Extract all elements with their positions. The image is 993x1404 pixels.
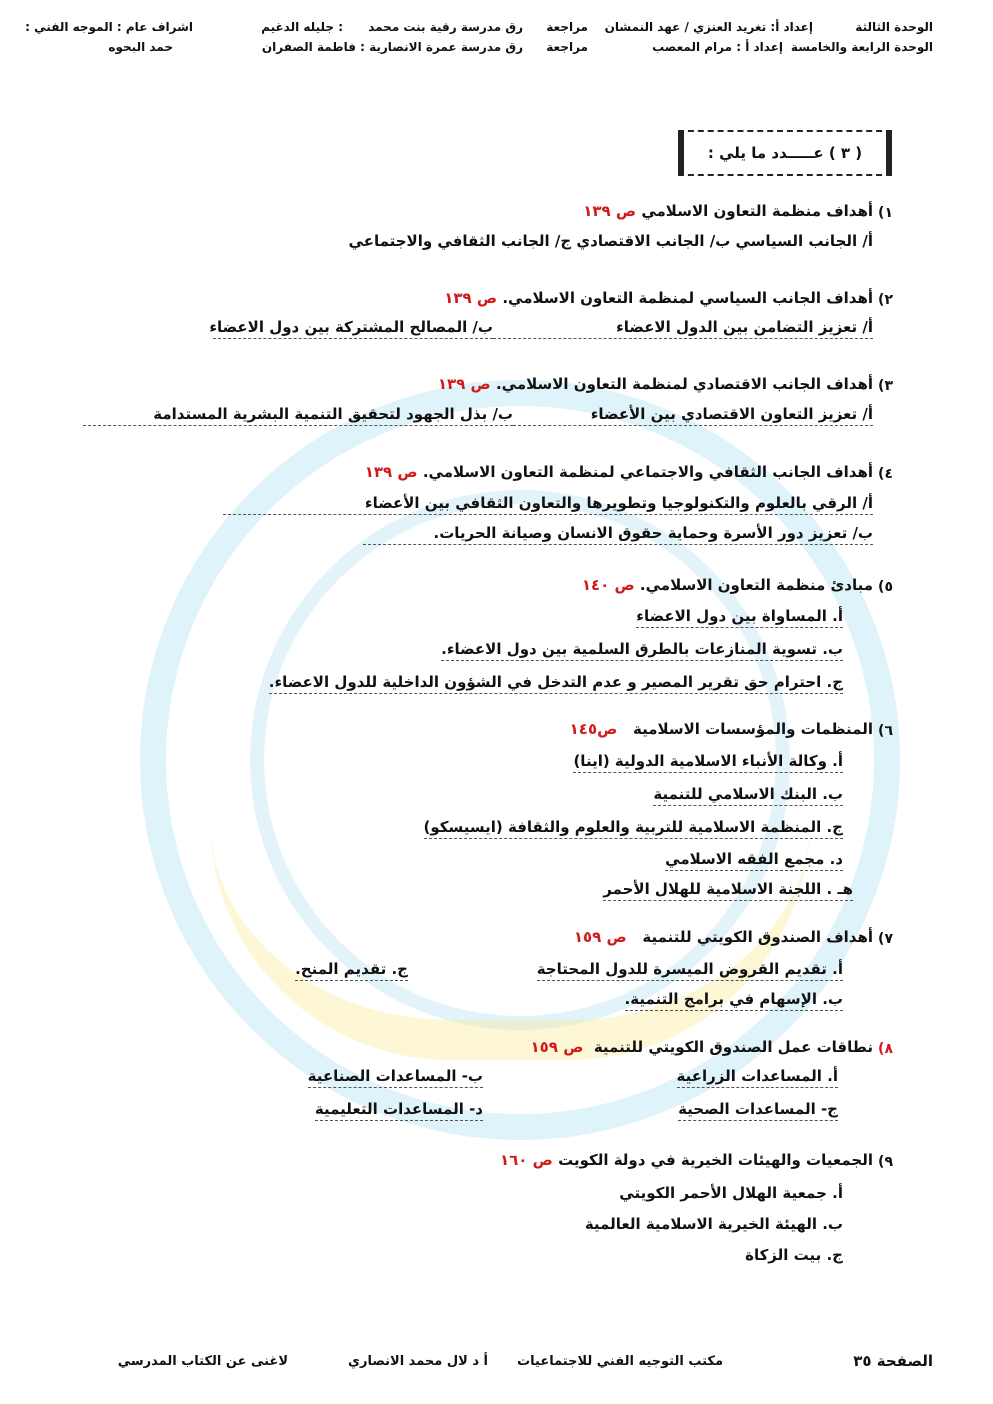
header-review-2: مراجعة xyxy=(546,40,588,54)
header-review-1: مراجعة xyxy=(546,20,588,34)
q9-item-c: ج. بيت الزكاة xyxy=(745,1246,843,1264)
q8-answer-d: د- المساعدات التعليمية xyxy=(315,1100,483,1121)
q2-answer-b: ب/ المصالح المشتركة بين دول الاعضاء xyxy=(213,318,493,339)
q2-number: ٢) xyxy=(878,292,893,308)
q7-answer-c: ج. تقديم المنح. xyxy=(295,960,408,981)
footer-office: مكتب التوجيه الفني للاجتماعيات xyxy=(517,1354,723,1369)
q1-text: أهداف منظمة التعاون الاسلامي ص ١٣٩ xyxy=(583,202,873,220)
header-reviewer-1: : جليله الدغيم xyxy=(261,20,343,34)
q6-number: ٦) xyxy=(878,723,893,739)
q7-text: أهداف الصندوق الكويتي للتنمية ص ١٥٩ xyxy=(573,928,873,946)
header-unit-4-5: الوحدة الرابعة والخامسة xyxy=(790,40,933,54)
q7-page-ref: ص ١٥٩ xyxy=(573,928,627,946)
q6-page-ref: ص١٤٥ xyxy=(569,720,618,738)
footer-note: لاغنى عن الكتاب المدرسي xyxy=(117,1354,288,1369)
q8-text: نطاقات عمل الصندوق الكويتي للتنمية ص ١٥٩ xyxy=(530,1038,873,1056)
q7-answer-b: ب. الإسهام في برامج التنمية. xyxy=(625,990,843,1011)
q2-text: أهداف الجانب السياسي لمنظمة التعاون الاسلامي. ص ١٣٩ xyxy=(444,289,873,307)
header-school-1: رق مدرسة رقية بنت محمد xyxy=(368,20,523,34)
header-unit-3: الوحدة الثالثة xyxy=(855,20,933,34)
q9-page-ref: ص ١٦٠ xyxy=(499,1151,553,1169)
q9-text: الجمعيات والهيئات الخيرية في دولة الكويت ص ١٦٠ xyxy=(499,1151,873,1169)
q5-number: ٥) xyxy=(878,579,893,595)
footer-author: أ د لال محمد الانصاري xyxy=(348,1354,488,1369)
q6-item-a: أ. وكالة الأنباء الاسلامية الدولية (اينا) xyxy=(573,752,843,773)
header-supervisor: حمد البحوه xyxy=(108,40,173,54)
q3-answer-b: ب/ بذل الجهود لتحقيق التنمية البشرية المستدامة xyxy=(83,405,513,426)
header-supervision: اشراف عام : الموجه الفني : xyxy=(25,20,193,34)
q9-number: ٩) xyxy=(878,1154,893,1170)
q1-page-ref: ص ١٣٩ xyxy=(583,202,637,220)
q4-text: أهداف الجانب الثقافي والاجتماعي لمنظمة التعاون الاسلامي. ص ١٣٩ xyxy=(364,463,873,481)
q4-page-ref: ص ١٣٩ xyxy=(364,463,418,481)
q3-text: أهداف الجانب الاقتصادي لمنظمة التعاون الاسلامي. ص ١٣٩ xyxy=(437,375,873,393)
q9-item-b: ب. الهيئة الخيرية الاسلامية العالمية xyxy=(584,1215,843,1233)
q3-page-ref: ص ١٣٩ xyxy=(437,375,491,393)
q5-page-ref: ص ١٤٠ xyxy=(581,576,635,594)
q1-answer: أ/ الجانب السياسي ب/ الجانب الاقتصادي ج/ الجانب الثقافي والاجتماعي xyxy=(348,232,873,250)
q6-item-b: ب. البنك الاسلامي للتنمية xyxy=(653,785,843,806)
q2-page-ref: ص ١٣٩ xyxy=(444,289,498,307)
header-prepared-2: إعداد أ : مرام المعصب xyxy=(652,40,783,54)
footer-page-label: الصفحة ٣٥ xyxy=(853,1352,933,1370)
q8-page-ref: ص ١٥٩ xyxy=(530,1038,584,1056)
q6-item-e: هـ . اللجنة الاسلامية للهلال الأحمر xyxy=(603,880,853,901)
q8-answer-a: أ. المساعدات الزراعية xyxy=(677,1067,838,1088)
q6-item-d: د. مجمع الفقه الاسلامي xyxy=(665,850,843,871)
q8-number: ٨) xyxy=(878,1041,893,1057)
q4-number: ٤) xyxy=(878,466,893,482)
q3-answer-a: أ/ تعزيز التعاون الاقتصادي بين الأعضاء xyxy=(513,405,873,426)
q7-answer-a: أ. تقديم القروض الميسرة للدول المحتاجة xyxy=(537,960,843,981)
q4-answer-a: أ/ الرقي بالعلوم والتكنولوجيا وتطويرها والتعاون الثقافي بين الأعضاء xyxy=(223,494,873,515)
q2-answer-a: أ/ تعزيز التضامن بين الدول الاعضاء xyxy=(493,318,873,339)
q3-number: ٣) xyxy=(878,378,893,394)
q4-answer-b: ب/ تعزيز دور الأسرة وحماية حقوق الانسان وصيانة الحريات. xyxy=(363,524,873,545)
q6-item-c: ج. المنظمة الاسلامية للتربية والعلوم والثقافة (ايسيسكو) xyxy=(424,818,844,839)
q7-number: ٧) xyxy=(878,931,893,947)
q9-item-a: أ. جمعية الهلال الأحمر الكويتي xyxy=(619,1184,843,1202)
q5-item-a: أ. المساواة بين دول الاعضاء xyxy=(636,607,843,628)
q8-answer-c: ج- المساعدات الصحية xyxy=(678,1100,838,1121)
header-prepared-1: إعداد أ: تغريد العنزي / عهد النمشان xyxy=(604,20,813,34)
q8-answer-b: ب- المساعدات الصناعية xyxy=(308,1067,483,1088)
q5-item-c: ج. احترام حق تقرير المصير و عدم التدخل في الشؤون الداخلية للدول الاعضاء. xyxy=(269,673,843,694)
q5-item-b: ب. تسوية المنازعات بالطرق السلمية بين دول الاعضاء. xyxy=(441,640,843,661)
q6-text: المنظمات والمؤسسات الاسلامية ص١٤٥ xyxy=(569,720,873,738)
q1-number: ١) xyxy=(878,205,893,221)
header-school-2: رق مدرسة عمرة الانصارية : فاطمة الصفران xyxy=(261,40,523,54)
q5-text: مبادئ منظمة التعاون الاسلامي. ص ١٤٠ xyxy=(581,576,873,594)
section-title: ( ٣ ) عـــــدد ما يلي : xyxy=(678,130,892,176)
